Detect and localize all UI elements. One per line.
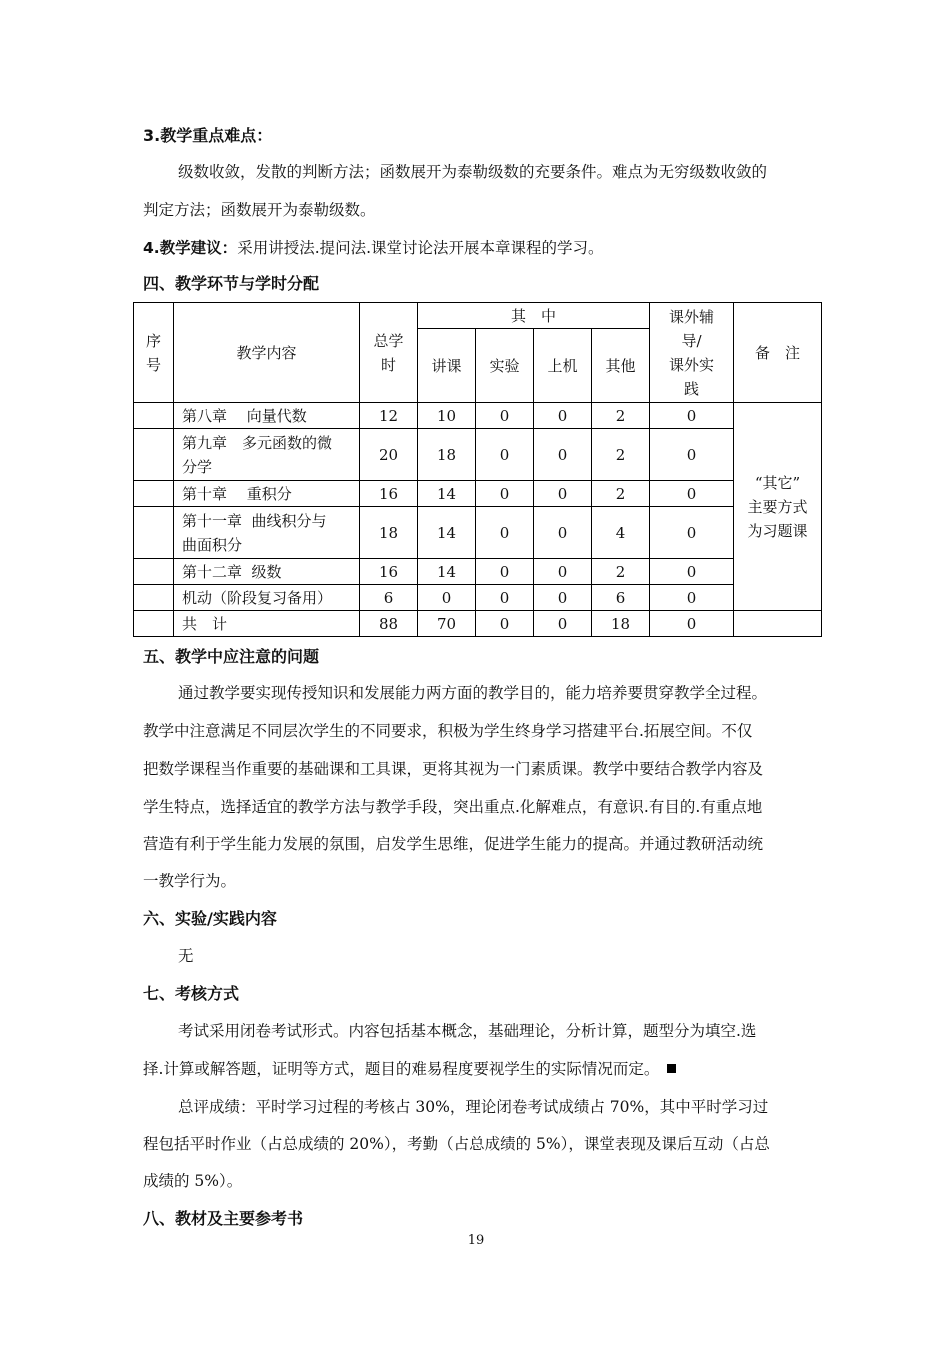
cell-course: 第十一章 曲线积分与 曲面积分 bbox=[174, 507, 360, 559]
header-tutoring: 课外辅 导/ 课外实 践 bbox=[650, 303, 734, 403]
cell-course: 机动（阶段复习备用） bbox=[174, 585, 360, 611]
cell-seq bbox=[134, 507, 174, 559]
cell-lecture: 10 bbox=[418, 403, 476, 429]
cell-computer: 0 bbox=[534, 481, 592, 507]
cell-computer: 0 bbox=[534, 403, 592, 429]
header-remark: 备 注 bbox=[734, 303, 822, 403]
cell-total: 88 bbox=[360, 611, 418, 637]
cell-lecture: 14 bbox=[418, 507, 476, 559]
section-7-line-3: 总评成绩：平时学习过程的考核占 30%，理论闭卷考试成绩占 70%，其中平时学习过 bbox=[178, 1098, 769, 1116]
cell-total: 6 bbox=[360, 585, 418, 611]
section-3-title: 3.教学重点难点： bbox=[143, 126, 273, 145]
cell-other: 2 bbox=[592, 559, 650, 585]
cell-tutoring: 0 bbox=[650, 429, 734, 481]
section-7-line-2: 择.计算或解答题，证明等方式，题目的难易程度要视学生的实际情况而定。 bbox=[143, 1059, 676, 1079]
cell-total: 12 bbox=[360, 403, 418, 429]
heading-teaching-schedule: 四、教学环节与学时分配 bbox=[143, 274, 320, 293]
cell-course: 第八章 向量代数 bbox=[174, 403, 360, 429]
section-7-line-5: 成绩的 5%）。 bbox=[143, 1172, 243, 1190]
cell-lecture: 0 bbox=[418, 585, 476, 611]
table-row bbox=[134, 507, 822, 559]
cell-tutoring: 0 bbox=[650, 559, 734, 585]
cell-experiment: 0 bbox=[476, 481, 534, 507]
table-row bbox=[134, 481, 822, 507]
cell-lecture: 14 bbox=[418, 559, 476, 585]
cell-course: 第十章 重积分 bbox=[174, 481, 360, 507]
cell-total: 20 bbox=[360, 429, 418, 481]
cell-other: 2 bbox=[592, 403, 650, 429]
header-total-hours: 总学 时 bbox=[360, 303, 418, 403]
cell-remark bbox=[734, 611, 822, 637]
header-among: 其 中 bbox=[418, 303, 650, 329]
cell-experiment: 0 bbox=[476, 559, 534, 585]
schedule-table bbox=[133, 302, 822, 637]
section-5-line-6: 一教学行为。 bbox=[143, 872, 237, 890]
cell-tutoring: 0 bbox=[650, 403, 734, 429]
section-3-line-2: 判定方法；函数展开为泰勒级数。 bbox=[143, 201, 376, 219]
cell-experiment: 0 bbox=[476, 611, 534, 637]
cell-seq bbox=[134, 429, 174, 481]
heading-assessment: 七、考核方式 bbox=[143, 984, 240, 1003]
heading-textbooks: 八、教材及主要参考书 bbox=[143, 1209, 304, 1228]
cell-experiment: 0 bbox=[476, 403, 534, 429]
heading-experiment-practice: 六、实验/实践内容 bbox=[143, 909, 277, 928]
cell-total: 18 bbox=[360, 507, 418, 559]
cell-seq bbox=[134, 611, 174, 637]
header-seq: 序 号 bbox=[134, 303, 174, 403]
table-row bbox=[134, 403, 822, 429]
table-row bbox=[134, 559, 822, 585]
cell-seq bbox=[134, 585, 174, 611]
table-row bbox=[134, 429, 822, 481]
cell-computer: 0 bbox=[534, 429, 592, 481]
cell-total: 16 bbox=[360, 559, 418, 585]
section-5-line-4: 学生特点，选择适宜的教学方法与教学手段，突出重点.化解难点，有意识.有目的.有重点地 bbox=[143, 798, 763, 816]
cell-lecture: 14 bbox=[418, 481, 476, 507]
cell-computer: 0 bbox=[534, 611, 592, 637]
cell-lecture: 18 bbox=[418, 429, 476, 481]
header-content: 教学内容 bbox=[174, 303, 360, 403]
cell-tutoring: 0 bbox=[650, 481, 734, 507]
header-computer: 上机 bbox=[534, 329, 592, 403]
cell-lecture: 70 bbox=[418, 611, 476, 637]
cell-seq bbox=[134, 481, 174, 507]
section-7-line-4: 程包括平时作业（占总成绩的 20%），考勤（占总成绩的 5%），课堂表现及课后互动（占总 bbox=[143, 1135, 770, 1153]
header-other: 其他 bbox=[592, 329, 650, 403]
section-3-line-1: 级数收敛，发散的判断方法；函数展开为泰勒级数的充要条件。难点为无穷级数收敛的 bbox=[178, 163, 768, 181]
section-4-label: 4.教学建议： bbox=[143, 239, 238, 257]
section-5-line-1: 通过教学要实现传授知识和发展能力两方面的教学目的，能力培养要贯穿教学全过程。 bbox=[178, 684, 768, 702]
section-7-line-1: 考试采用闭卷考试形式。内容包括基本概念，基础理论，分析计算，题型分为填空.选 bbox=[178, 1022, 757, 1040]
heading-teaching-notes: 五、教学中应注意的问题 bbox=[143, 647, 320, 666]
cell-other: 4 bbox=[592, 507, 650, 559]
cell-course: 第九章 多元函数的微 分学 bbox=[174, 429, 360, 481]
header-experiment: 实验 bbox=[476, 329, 534, 403]
cell-other: 2 bbox=[592, 481, 650, 507]
section-4-text: 采用讲授法.提问法.课堂讨论法开展本章课程的学习。 bbox=[237, 239, 604, 257]
cell-other: 18 bbox=[592, 611, 650, 637]
cell-experiment: 0 bbox=[476, 429, 534, 481]
cell-other: 6 bbox=[592, 585, 650, 611]
page-number: 19 bbox=[467, 1233, 485, 1248]
square-bullet-icon bbox=[667, 1064, 676, 1073]
cell-computer: 0 bbox=[534, 585, 592, 611]
section-5-line-5: 营造有利于学生能力发展的氛围，启发学生思维，促进学生能力的提高。并通过教研活动统 bbox=[143, 835, 764, 853]
cell-course: 共 计 bbox=[174, 611, 360, 637]
table-total-row bbox=[134, 611, 822, 637]
section-5-line-2: 教学中注意满足不同层次学生的不同要求，积极为学生终身学习搭建平台.拓展空间。不仅 bbox=[143, 722, 753, 740]
cell-other: 2 bbox=[592, 429, 650, 481]
cell-computer: 0 bbox=[534, 507, 592, 559]
section-5-line-3: 把数学课程当作重要的基础课和工具课，更将其视为一门素质课。教学中要结合教学内容及 bbox=[143, 760, 764, 778]
cell-seq bbox=[134, 559, 174, 585]
cell-total: 16 bbox=[360, 481, 418, 507]
cell-experiment: 0 bbox=[476, 585, 534, 611]
cell-tutoring: 0 bbox=[650, 507, 734, 559]
cell-course: 第十二章 级数 bbox=[174, 559, 360, 585]
cell-computer: 0 bbox=[534, 559, 592, 585]
cell-seq bbox=[134, 403, 174, 429]
section-4-paragraph bbox=[143, 238, 604, 258]
header-lecture: 讲课 bbox=[418, 329, 476, 403]
table-row bbox=[134, 585, 822, 611]
section-6-text: 无 bbox=[178, 947, 194, 965]
cell-remark: “其它” 主要方式 为习题课 bbox=[734, 403, 822, 611]
cell-tutoring: 0 bbox=[650, 585, 734, 611]
cell-experiment: 0 bbox=[476, 507, 534, 559]
cell-tutoring: 0 bbox=[650, 611, 734, 637]
